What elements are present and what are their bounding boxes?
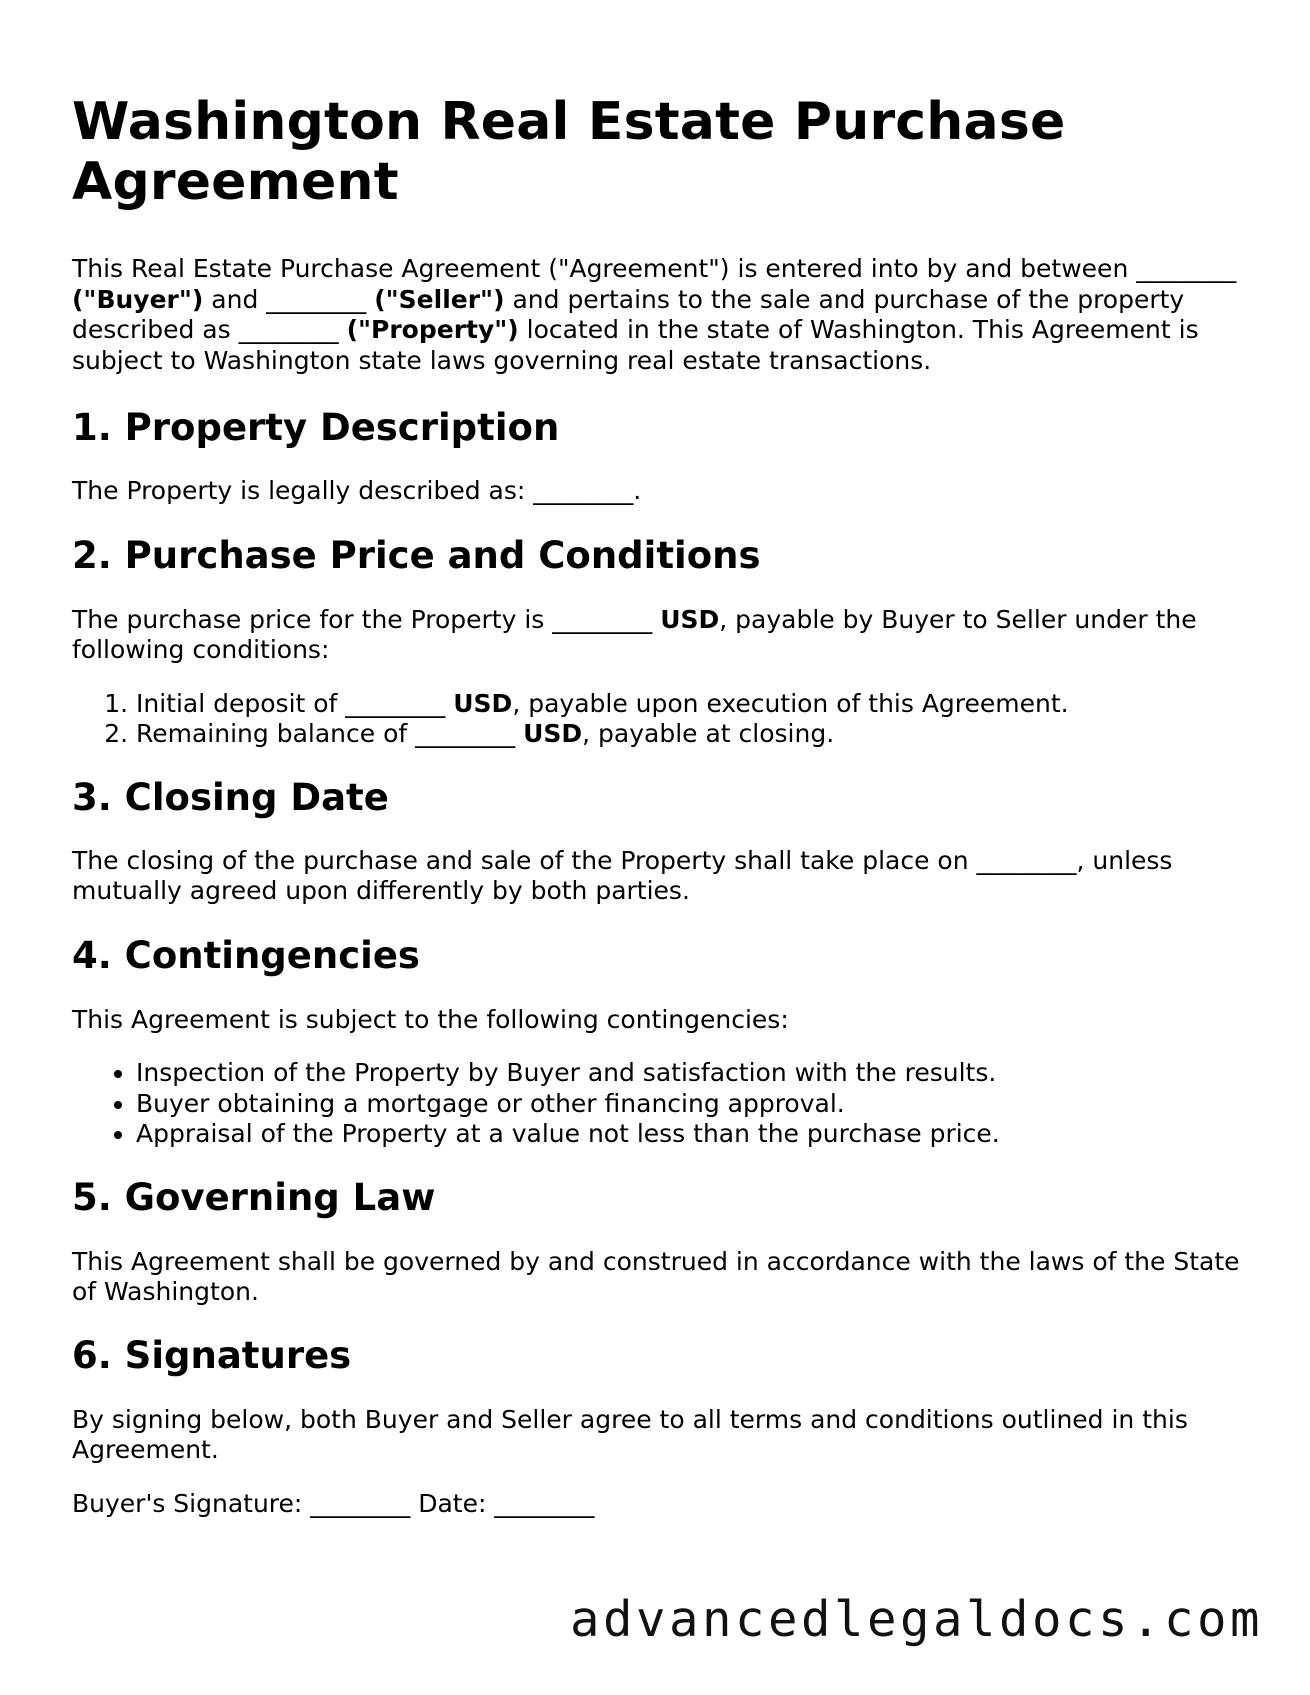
- list-item: • Appraisal of the Property at a value not less than the purchase price.: [136, 1119, 1242, 1150]
- list-item: • Buyer obtaining a mortgage or other financing approval.: [136, 1089, 1242, 1120]
- list-item-text: Remaining balance of ________: [136, 719, 524, 748]
- watermark-logo: advancedlegaldocs.com: [570, 1591, 1264, 1648]
- intro-paragraph: [72, 254, 1242, 376]
- section-2-text: [72, 605, 1242, 666]
- section-3-heading: 3. Closing Date: [72, 775, 389, 819]
- usd-term: USD: [453, 688, 513, 718]
- section-5-text: This Agreement shall be governed by and construed in accordance with the laws of the State of Washington.: [72, 1246, 1240, 1306]
- usd-term: USD: [660, 604, 720, 634]
- buyer-signature-line: Buyer's Signature: ________ Date: ________: [72, 1488, 595, 1518]
- property-term: ("Property"): [346, 315, 519, 344]
- list-item-text: , payable at closing.: [582, 719, 835, 748]
- usd-term: USD: [523, 719, 583, 748]
- list-item: [136, 719, 1242, 750]
- section-6-heading: 6. Signatures: [72, 1333, 352, 1377]
- section-2-heading: 2. Purchase Price and Conditions: [72, 533, 761, 577]
- section-3-text: The closing of the purchase and sale of the Property shall take place on ________, unless mutually agreed upon differently by both parties.: [72, 845, 1173, 905]
- intro-text-1: This Real Estate Purchase Agreement ("Agreement") is entered into by and between ________: [72, 254, 1237, 283]
- list-item: • Inspection of the Property by Buyer and satisfaction with the results.: [136, 1058, 1242, 1089]
- seller-term: ("Seller"): [374, 284, 505, 314]
- payment-conditions-list: [72, 689, 1242, 750]
- list-item-text: , payable upon execution of this Agreement.: [512, 688, 1069, 718]
- section-6-text: By signing below, both Buyer and Seller agree to all terms and conditions outlined in this Agreement.: [72, 1404, 1188, 1464]
- intro-text-3: and pertains to the sale and purchase of the property described as ________: [72, 284, 1185, 344]
- contingencies-list: [72, 1058, 1242, 1150]
- section-1-text: The Property is legally described as: ________.: [72, 476, 642, 505]
- section-5-heading: 5. Governing Law: [72, 1175, 436, 1219]
- section-1-heading: 1. Property Description: [72, 406, 560, 449]
- document-page: [72, 0, 1242, 1519]
- section-2-text-1: The purchase price for the Property is ________: [72, 604, 661, 634]
- intro-text-2: and ________: [203, 284, 375, 314]
- list-item: [136, 689, 1242, 720]
- section-2-text-2: , payable by Buyer to Seller under the following conditions:: [72, 604, 1197, 664]
- section-4-text: This Agreement is subject to the following contingencies:: [72, 1004, 789, 1034]
- document-title: Washington Real Estate Purchase Agreement: [72, 92, 1066, 212]
- list-item-text: Initial deposit of ________: [136, 688, 454, 718]
- buyer-term: ("Buyer"): [72, 284, 204, 314]
- intro-text-4: located in the state of Washington. This Agreement is subject to Washington state laws governing real estate transactions.: [72, 315, 1199, 375]
- section-4-heading: 4. Contingencies: [72, 933, 420, 977]
